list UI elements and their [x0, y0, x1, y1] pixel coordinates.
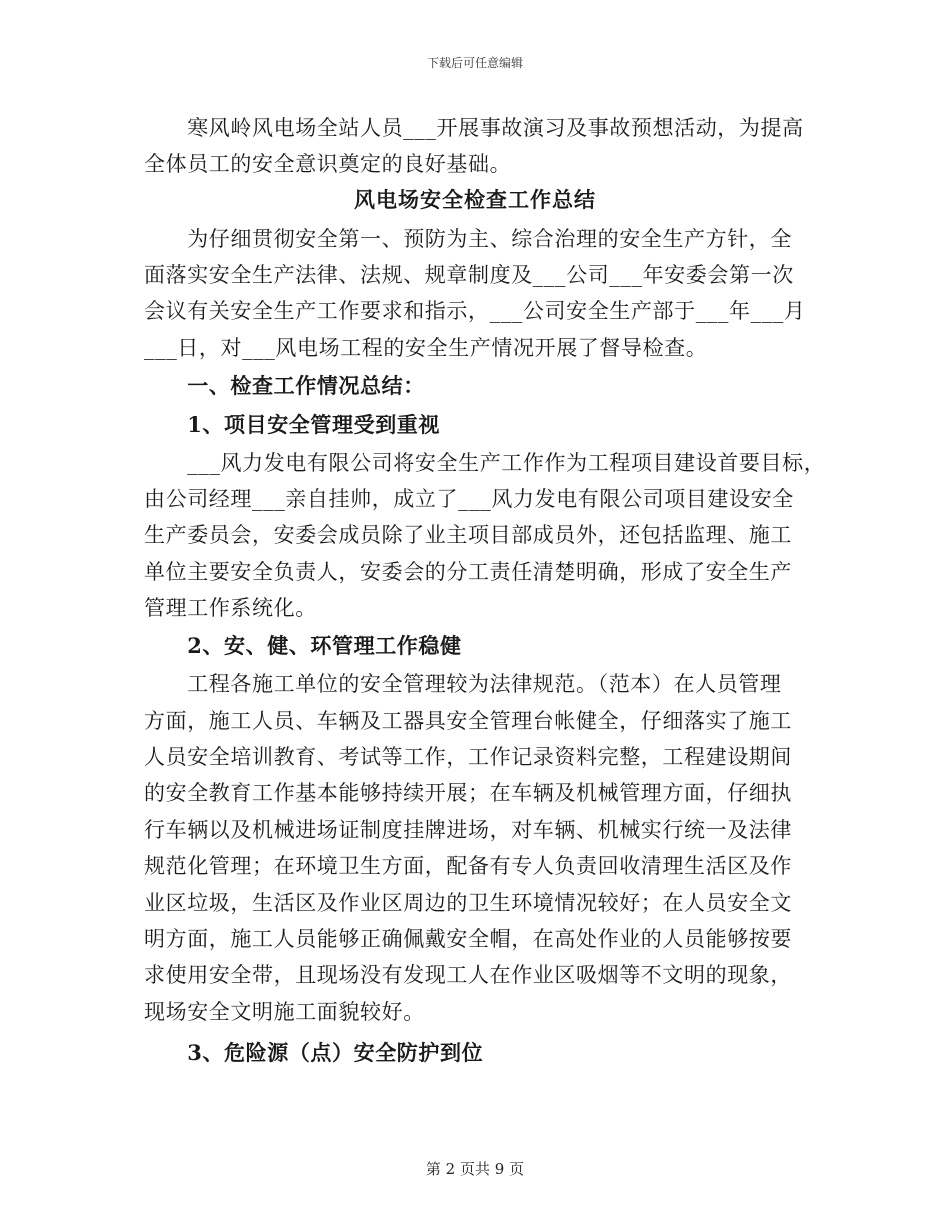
paragraph-line: 寒风岭风电场全站人员___开展事故演习及事故预想活动，为提高: [144, 116, 804, 140]
paragraph-line: 的安全教育工作基本能够持续开展；在车辆及机械管理方面，仔细执: [144, 781, 792, 805]
page-header: 下载后可任意编辑: [426, 56, 523, 70]
paragraph-line: 全体员工的安全意识奠定的良好基础。: [144, 152, 512, 176]
page-footer: 第 2 页共 9 页: [425, 1160, 525, 1178]
subsection-heading: 1、项目安全管理受到重视: [144, 412, 441, 437]
paragraph-line: ___风力发电有限公司将安全生产工作作为工程项目建设首要目标，: [144, 451, 826, 475]
paragraph-line: 求使用安全带，且现场没有发现工人在作业区吸烟等不文明的现象，: [144, 963, 792, 987]
paragraph-line: 管理工作系统化。: [144, 596, 317, 620]
paragraph-line: 业区垃圾，生活区及作业区周边的卫生环境情况较好；在人员安全文: [144, 891, 792, 915]
paragraph-line: 由公司经理___亲自挂帅，成立了___风力发电有限公司项目建设安全: [144, 487, 794, 511]
paragraph-line: 现场安全文明施工面貌较好。: [144, 1000, 425, 1024]
paragraph-line: 明方面，施工人员能够正确佩戴安全帽，在高处作业的人员能够按要: [144, 927, 792, 951]
subsection-heading: 3、危险源（点）安全防护到位: [144, 1040, 484, 1065]
document-title: 风电场安全检查工作总结: [354, 187, 596, 212]
paragraph-line: 规范化管理；在环境卫生方面，配备有专人负责回收清理生活区及作: [144, 854, 792, 878]
section-heading: 一、检查工作情况总结：: [144, 373, 425, 398]
subsection-heading: 2、安、健、环管理工作稳健: [144, 633, 462, 658]
paragraph-line: 方面，施工人员、车辆及工器具安全管理台帐健全，仔细落实了施工: [144, 709, 792, 733]
paragraph-line: 生产委员会，安委会成员除了业主项目部成员外，还包括监理、施工: [144, 523, 792, 547]
paragraph-line: 面落实安全生产法律、法规、规章制度及___公司___年安委会第一次: [144, 263, 794, 287]
paragraph-line: 会议有关安全生产工作要求和指示，___公司安全生产部于___年___月: [144, 299, 806, 323]
paragraph-line: 单位主要安全负责人，安委会的分工责任清楚明确，形成了安全生产: [144, 560, 792, 584]
paragraph-line: ___日，对___风电场工程的安全生产情况开展了督导检查。: [144, 336, 708, 360]
paragraph-line: 工程各施工单位的安全管理较为法律规范。（范本）在人员管理: [144, 672, 782, 696]
paragraph-line: 为仔细贯彻安全第一、预防为主、综合治理的安全生产方针，全: [144, 227, 792, 251]
paragraph-line: 人员安全培训教育、考试等工作，工作记录资料完整，工程建设期间: [144, 745, 792, 769]
paragraph-line: 行车辆以及机械进场证制度挂牌进场，对车辆、机械实行统一及法律: [144, 818, 792, 842]
